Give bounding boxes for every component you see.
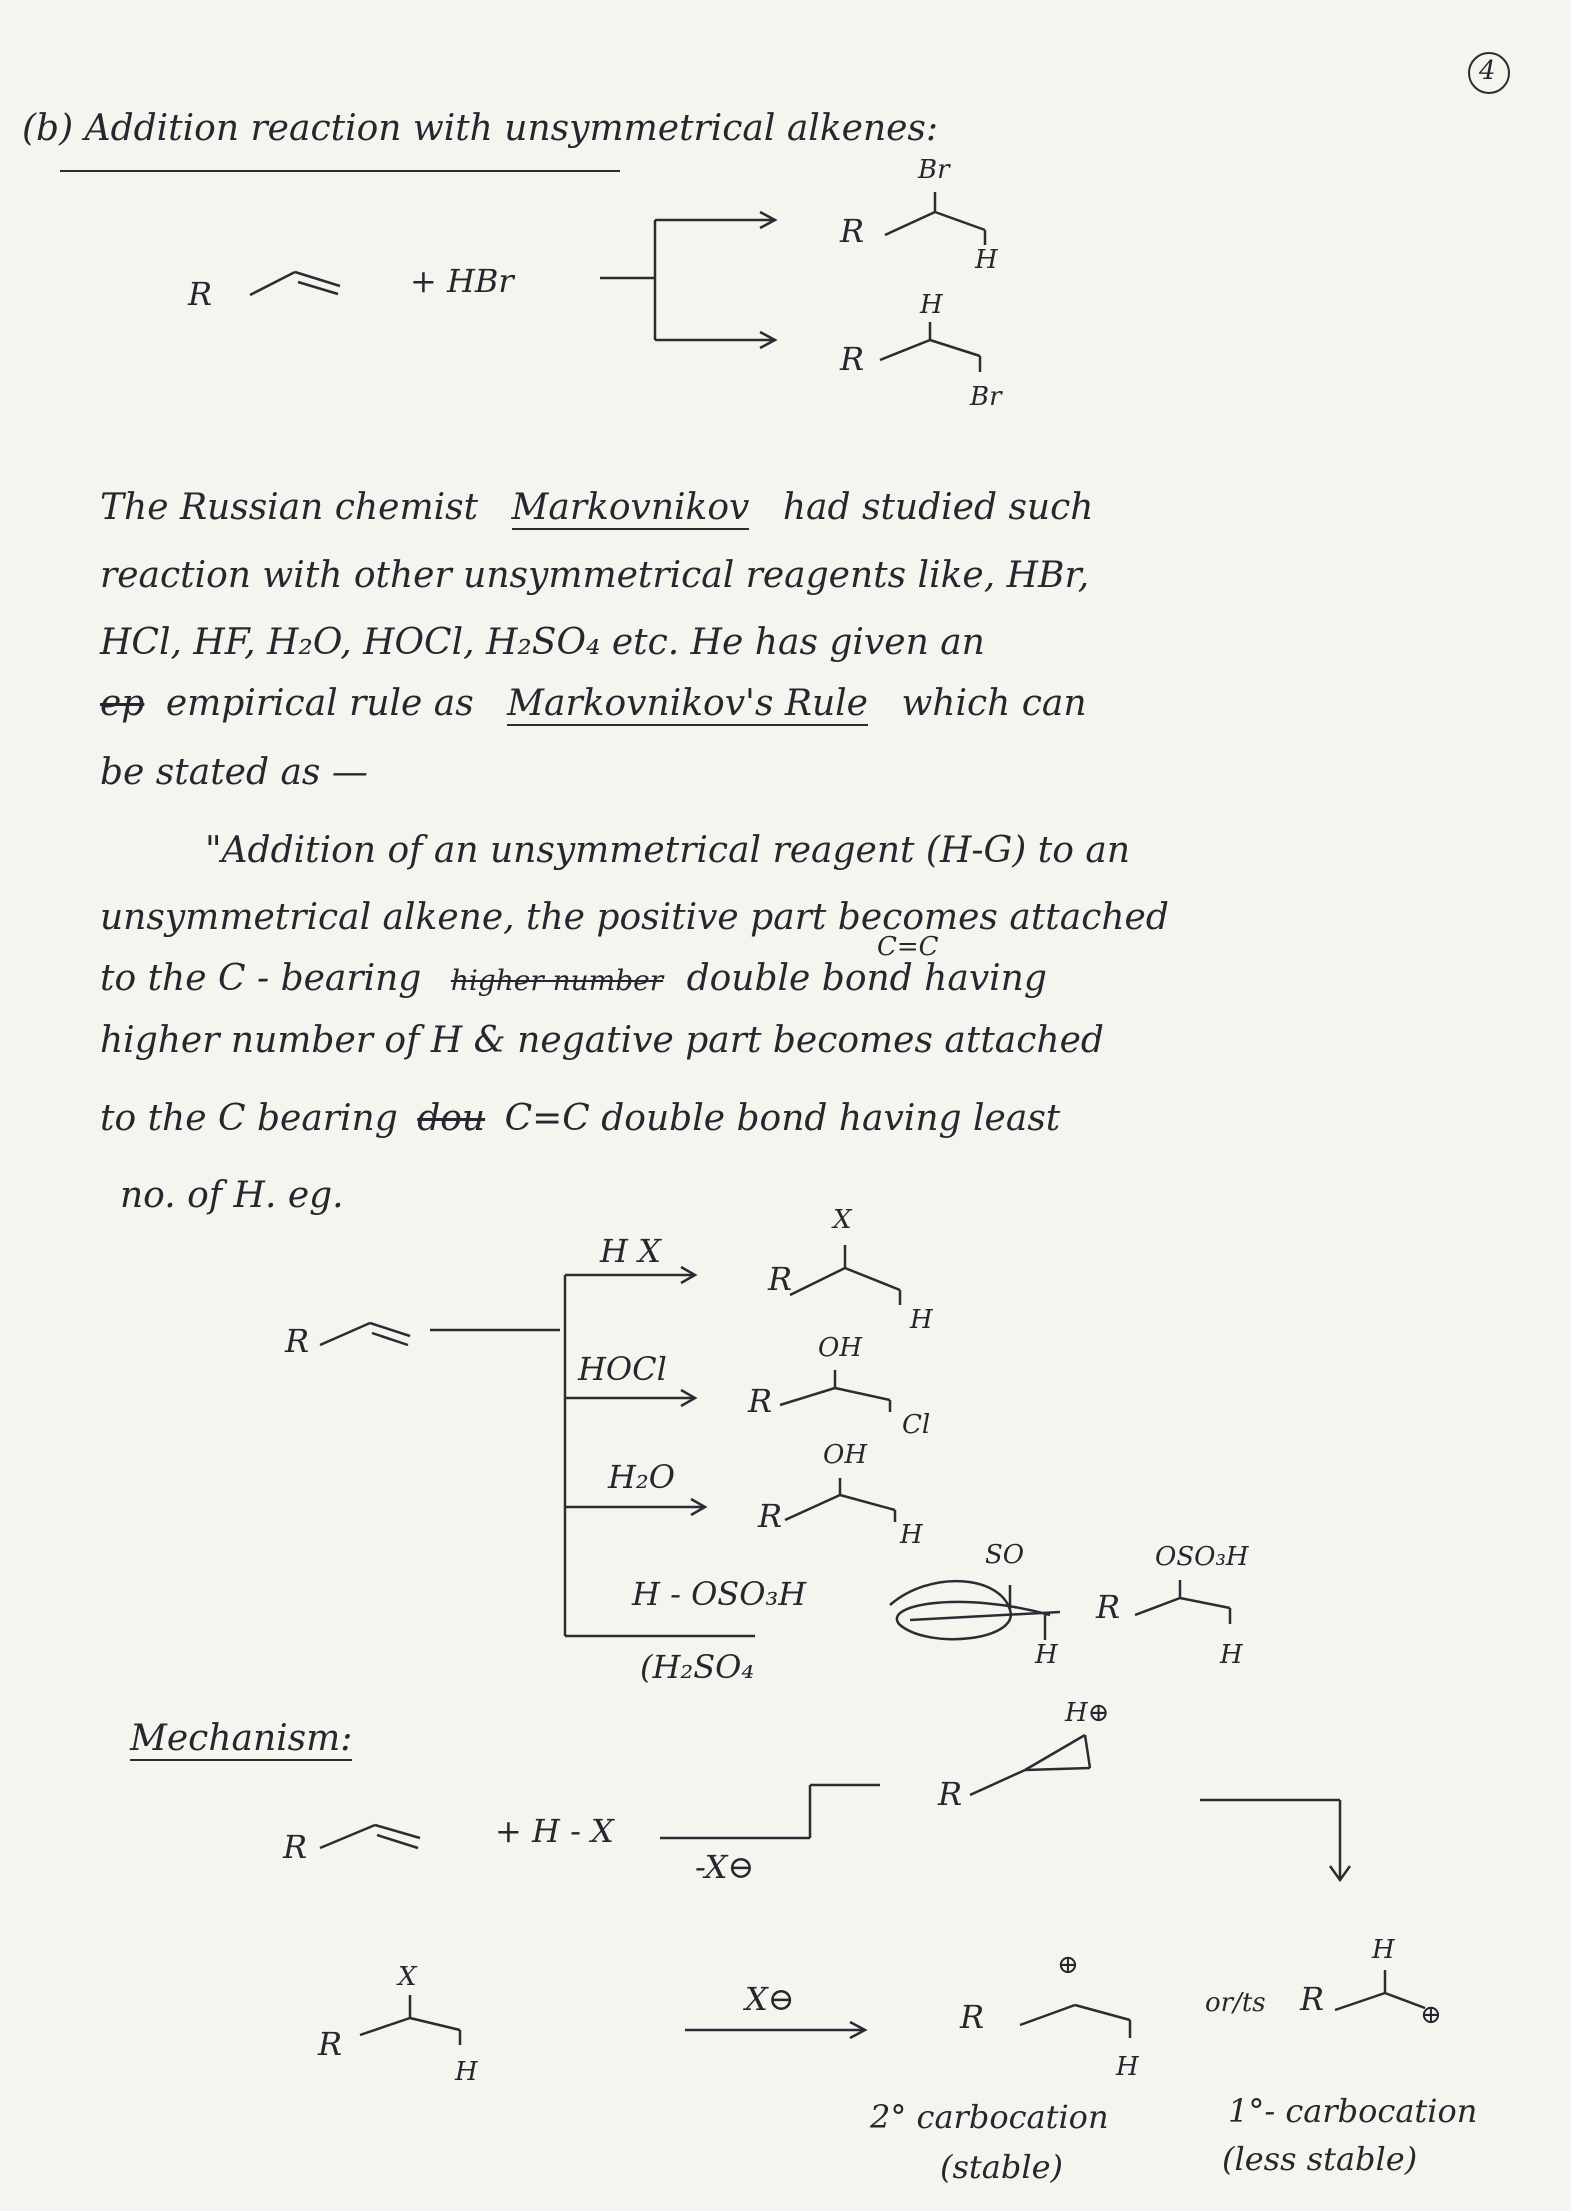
label-2-carbocation: 2° carbocation xyxy=(870,2098,1109,2136)
product-1-r: R xyxy=(768,1260,793,1298)
label-1-carbocation: 1°- carbocation xyxy=(1228,2092,1478,2130)
mech-reagent: + H - X xyxy=(495,1812,614,1850)
mech-attack: X⊖ xyxy=(745,1980,795,2018)
page-number: 4 xyxy=(1479,56,1496,86)
rule-line-2: unsymmetrical alkene, the positive part becomes attached xyxy=(100,897,1169,938)
label-1-less-stable: (less stable) xyxy=(1222,2140,1418,2178)
diag1-reactant-r: R xyxy=(188,275,213,313)
cat1-plus: ⊕ xyxy=(1420,2000,1442,2030)
mech-loss: -X⊖ xyxy=(695,1848,755,1886)
para-line-4b: which can xyxy=(901,683,1087,724)
product-3-top: OH xyxy=(823,1440,867,1470)
product-1-top: X xyxy=(833,1205,852,1235)
product-2-bottom: Cl xyxy=(902,1410,931,1440)
product-4-top: OSO₃H xyxy=(1155,1542,1249,1572)
product-2-top: OH xyxy=(818,1333,862,1363)
rule-line-5a: to the C bearing xyxy=(100,1098,398,1139)
mech-intermediate-h: H⊕ xyxy=(1065,1698,1110,1728)
product-4-bottom: H xyxy=(1220,1640,1243,1670)
rule-insert-cc: C=C xyxy=(877,932,939,962)
cat2-r: R xyxy=(960,1998,985,2036)
para-line-3: HCl, HF, H₂O, HOCl, H₂SO₄ etc. He has given an xyxy=(100,622,985,663)
or-connector: or/ts xyxy=(1205,1988,1266,2018)
product-3-r: R xyxy=(758,1497,783,1535)
diag1-p2-sub: Br xyxy=(970,382,1002,412)
mech-reactant-r: R xyxy=(283,1828,308,1866)
label-2-stable: (stable) xyxy=(940,2148,1063,2186)
cat1-r: R xyxy=(1300,1980,1325,2018)
mech-intermediate-r: R xyxy=(938,1775,963,1813)
product-2-r: R xyxy=(748,1382,773,1420)
cat2-h: H xyxy=(1116,2052,1139,2082)
diag1-p1-sub: Br xyxy=(918,155,950,185)
diag1-p2-r: R xyxy=(840,340,865,378)
section-heading: (b) Addition reaction with unsymmetrical alkenes: xyxy=(22,108,939,149)
scribble-h: H xyxy=(1035,1640,1058,1670)
mech-product-x: X xyxy=(398,1962,417,1992)
product-3-bottom: H xyxy=(900,1520,923,1550)
product-1-bottom: H xyxy=(910,1305,933,1335)
rule-strike-dou: dou xyxy=(417,1098,486,1139)
markovnikov-name: Markovnikov xyxy=(511,487,750,528)
rule-line-3b: double bond having xyxy=(686,958,1047,999)
diag2-reactant-r: R xyxy=(285,1322,310,1360)
mech-product-h: H xyxy=(455,2057,478,2087)
diag1-p1-r: R xyxy=(840,212,865,250)
reagent-h2so4: (H₂SO₄ xyxy=(640,1648,755,1686)
rule-line-5b: C=C double bond having least xyxy=(504,1098,1061,1139)
markovnikov-rule: Markovnikov's Rule xyxy=(507,683,868,724)
cat2-plus: ⊕ xyxy=(1057,1950,1079,1980)
reagent-h2o: H₂O xyxy=(608,1458,675,1496)
diag1-p2-h: H xyxy=(920,290,943,320)
para-line-2: reaction with other unsymmetrical reagents like, HBr, xyxy=(100,555,1090,596)
rule-line-1: "Addition of an unsymmetrical reagent (H-G) to an xyxy=(205,830,1131,871)
para-line-1a: The Russian chemist xyxy=(100,487,479,528)
para-line-1b: had studied such xyxy=(782,487,1094,528)
rule-line-6: no. of H. eg. xyxy=(120,1175,344,1216)
diag1-reagent: + HBr xyxy=(410,262,514,300)
mech-product-r: R xyxy=(318,2025,343,2063)
para-line-5: be stated as — xyxy=(100,752,368,793)
scribble-top: SO xyxy=(985,1540,1025,1570)
para-line-4a: empirical rule as xyxy=(165,683,474,724)
cat1-h: H xyxy=(1372,1935,1395,1965)
diag1-p1-h: H xyxy=(975,245,998,275)
rule-strike-higher: higher number xyxy=(450,964,664,997)
reagent-hocl: HOCl xyxy=(578,1350,667,1388)
rule-line-4: higher number of H & negative part becomes attached xyxy=(100,1020,1104,1061)
reagent-h-oso3h: H - OSO₃H xyxy=(632,1575,807,1613)
reagent-hx: H X xyxy=(600,1232,661,1270)
mechanism-title: Mechanism: xyxy=(130,1718,353,1759)
rule-line-3a: to the C - bearing xyxy=(100,958,422,999)
product-4-r: R xyxy=(1096,1588,1121,1626)
strike-ep: ep xyxy=(100,683,145,724)
